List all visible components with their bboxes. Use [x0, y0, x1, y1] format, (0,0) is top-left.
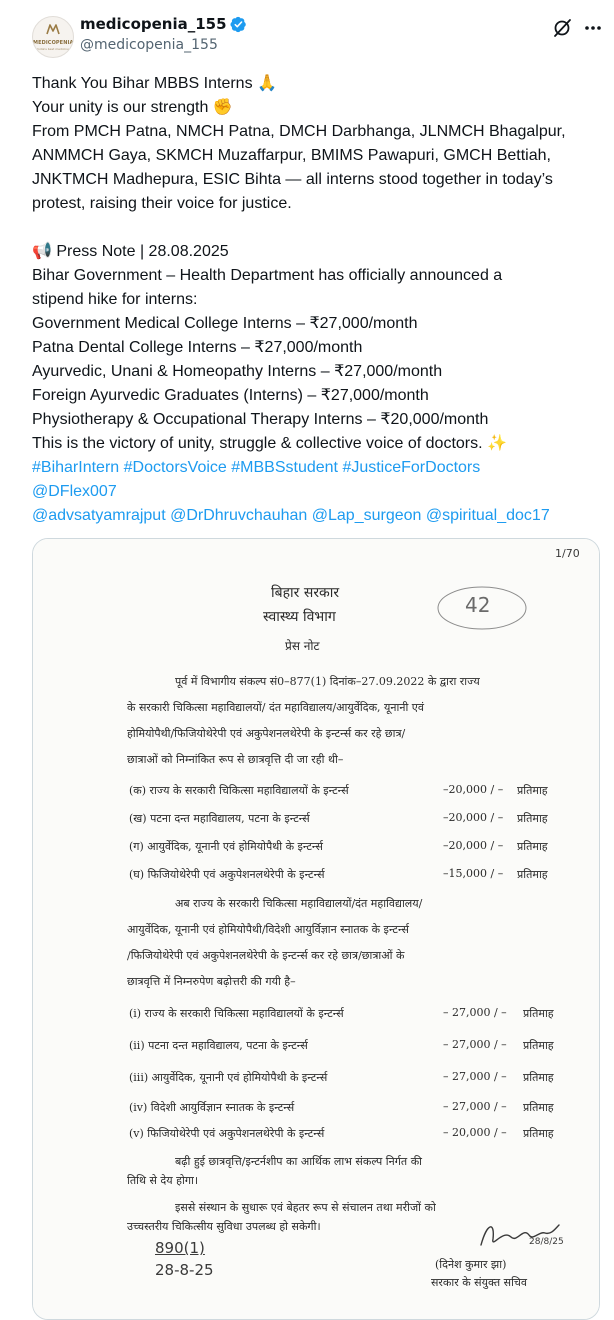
tweet-line: Patna Dental College Interns – ₹27,000/month — [32, 339, 363, 356]
old-rate-label: (क) राज्य के सरकारी चिकित्सा महाविद्यालयों के इन्टर्न्स — [129, 784, 349, 797]
doc-para2-line: आयुर्वेदिक, यूनानी एवं होमियोपैथी/विदेशी आयुर्विज्ञान स्नातक के इन्टर्न्स — [127, 923, 409, 936]
new-rate-unit: प्रतिमाह — [523, 1101, 554, 1114]
tweet-line: From PMCH Patna, NMCH Patna, DMCH Darbhanga, JLNMCH Bhagalpur, — [32, 123, 566, 140]
new-rate-unit: प्रतिमाह — [523, 1039, 554, 1052]
mention-link[interactable]: @DrDhruvchauhan — [170, 507, 308, 524]
new-rate-unit: प्रतिमाह — [523, 1071, 554, 1084]
doc-para3-line: तिथि से देय होगा। — [127, 1174, 199, 1187]
corner-mark: 1/70 — [555, 547, 580, 560]
signatory-name: (दिनेश कुमार झा) — [435, 1258, 507, 1271]
old-rate-amount: –20,000 / – — [443, 811, 504, 824]
old-rate-amount: –15,000 / – — [443, 867, 504, 880]
new-rate-amount: – 27,000 / – — [443, 1006, 507, 1019]
doc-para4-line: उच्चस्तरीय चिकित्सीय सुविधा उपलब्ध हो सकेगी। — [127, 1220, 321, 1233]
tweet-line: Bihar Government – Health Department has officially announced a — [32, 267, 503, 284]
old-rate-unit: प्रतिमाह — [517, 812, 548, 825]
avatar[interactable] — [32, 16, 74, 58]
doc-para2-line: अब राज्य के सरकारी चिकित्सा महाविद्यालयों/दंत महाविद्यालय/ — [175, 897, 423, 910]
new-rate-amount: – 27,000 / – — [443, 1100, 507, 1113]
handwritten-reference: 890(1) — [155, 1239, 205, 1257]
doc-heading-press-note: प्रेस नोट — [285, 639, 320, 653]
tweet-line: Your unity is our strength ✊ — [32, 99, 233, 116]
tweet-line: Foreign Ayurvedic Graduates (Interns) – ₹27,000/month — [32, 387, 429, 404]
doc-heading-dept: स्वास्थ्य विभाग — [263, 609, 336, 625]
new-rate-label: (ii) पटना दन्त महाविद्यालय, पटना के इन्टर्न्स — [129, 1039, 308, 1052]
mention-link[interactable]: @advsatyamrajput — [32, 507, 166, 524]
grok-icon[interactable] — [551, 17, 573, 39]
tweet-line: Thank You Bihar MBBS Interns 🙏 — [32, 75, 277, 92]
tweet-line: This is the victory of unity, struggle & collective voice of doctors. ✨ — [32, 435, 507, 452]
tweet-line: stipend hike for interns: — [32, 291, 198, 308]
signatory-title: सरकार के संयुक्त सचिव — [431, 1276, 528, 1289]
new-rate-amount: – 27,000 / – — [443, 1070, 507, 1083]
hashtag-link[interactable]: #MBBSstudent — [231, 459, 338, 476]
hashtag-link[interactable]: #BiharIntern — [32, 459, 120, 476]
display-name[interactable]: medicopenia_155 — [80, 15, 227, 33]
press-note-image[interactable] — [32, 538, 600, 1320]
mention-link[interactable]: @spiritual_doc17 — [425, 507, 550, 524]
medicopenia-logo-icon — [46, 23, 60, 35]
tweet-line: protest, raising their voice for justice. — [32, 195, 292, 212]
old-rate-amount: –20,000 / – — [443, 783, 504, 796]
new-rate-amount: – 27,000 / – — [443, 1038, 507, 1051]
old-rate-unit: प्रतिमाह — [517, 840, 548, 853]
more-options-icon[interactable] — [583, 18, 603, 38]
new-rate-label: (i) राज्य के सरकारी चिकित्सा महाविद्यालयों के इन्टर्न्स — [129, 1007, 344, 1020]
new-rate-unit: प्रतिमाह — [523, 1127, 554, 1140]
hashtags-line — [32, 456, 608, 480]
doc-para1-line: होमियोपैथी/फिजियोथेरेपी एवं अकुपेशनलथेरेपी के इन्टर्न्स कर रहे छात्र/ — [127, 727, 406, 740]
doc-para1-line: के सरकारी चिकित्सा महाविद्यालयों/ दंत महाविद्यालय/आयुर्वेदिक, यूनानी एवं — [127, 701, 424, 714]
doc-heading-govt: बिहार सरकार — [271, 585, 340, 601]
new-rate-label: (iv) विदेशी आयुर्विज्ञान स्नातक के इन्टर्न्स — [129, 1101, 295, 1114]
tweet-line: JNKTMCH Madhepura, ESIC Bihta — all interns stood together in today’s — [32, 171, 553, 188]
tweet-line: Ayurvedic, Unani & Homeopathy Interns – ₹27,000/month — [32, 363, 443, 380]
mentions-line — [32, 480, 608, 504]
signature-date: 28/8/25 — [529, 1237, 564, 1247]
mention-link[interactable]: @Lap_surgeon — [311, 507, 422, 524]
doc-para2-line: /फिजियोथेरेपी एवं अकुपेशनलथेरेपी के इन्टर्न्स कर रहे छात्र/छात्राओं के — [127, 949, 405, 962]
tweet-header — [0, 0, 614, 62]
new-rate-label: (iii) आयुर्वेदिक, यूनानी एवं होमियोपैथी के इन्टर्न्स — [129, 1071, 328, 1084]
doc-para4-line: इससे संस्थान के सुधारू एवं बेहतर रूप से संचालन तथा मरीजों को — [175, 1201, 436, 1214]
avatar-brand-text: MEDICOPENIA — [33, 40, 74, 46]
doc-para2-line: छात्रवृत्ति में निम्नरुपेण बढ़ोत्तरी की गयी है– — [127, 975, 296, 988]
old-rate-label: (ख) पटना दन्त महाविद्यालय, पटना के इन्टर्न्स — [129, 812, 310, 825]
verified-badge-icon[interactable] — [230, 16, 247, 33]
old-rate-unit: प्रतिमाह — [517, 784, 548, 797]
tweet-blank-line — [32, 216, 608, 240]
hashtag-link[interactable]: #JusticeForDoctors — [342, 459, 481, 476]
old-rate-amount: –20,000 / – — [443, 839, 504, 852]
doc-para3-line: बढ़ी हुई छात्रवृत्ति/इन्टर्नशीप का आर्थिक लाभ संकल्प निर्गत की — [175, 1155, 422, 1168]
press-note-line: 📢 Press Note | 28.08.2025 — [32, 243, 229, 260]
old-rate-label: (ग) आयुर्वेदिक, यूनानी एवं होमियोपैथी के इन्टर्न्स — [129, 840, 323, 853]
signature-icon — [473, 1215, 563, 1255]
old-rate-unit: प्रतिमाह — [517, 868, 548, 881]
avatar-brand-subtext: India's best medicine — [37, 47, 69, 51]
tweet-line: ANMMCH Gaya, SKMCH Muzaffarpur, BMIMS Pawapuri, GMCH Bettiah, — [32, 147, 551, 164]
old-rate-label: (घ) फिजियोथेरेपी एवं अकुपेशनलथेरेपी के इन्टर्न्स — [129, 868, 325, 881]
mentions-line — [32, 504, 608, 528]
doc-para1-line: पूर्व में विभागीय संकल्प सं0–877(1) दिनांक–27.09.2022 के द्वारा राज्य — [175, 675, 480, 688]
handwritten-date: 28-8-25 — [155, 1261, 214, 1279]
tweet-text — [32, 72, 608, 528]
name-row — [80, 15, 247, 33]
mention-link[interactable]: @DFlex007 — [32, 483, 117, 500]
new-rate-label: (v) फिजियोथेरेपी एवं अकुपेशनलथेरेपी के इन्टर्न्स — [129, 1127, 325, 1140]
new-rate-unit: प्रतिमाह — [523, 1007, 554, 1020]
handle[interactable]: @medicopenia_155 — [80, 37, 218, 53]
stamp-number: 42 — [465, 593, 491, 617]
tweet-line: Government Medical College Interns – ₹27,000/month — [32, 315, 418, 332]
tweet-line: Physiotherapy & Occupational Therapy Interns – ₹20,000/month — [32, 411, 489, 428]
doc-para1-line: छात्राओं को निम्नांकित रूप से छात्रवृत्ति दी जा रही थी– — [127, 753, 344, 766]
hashtag-link[interactable]: #DoctorsVoice — [123, 459, 227, 476]
new-rate-amount: – 20,000 / – — [443, 1126, 507, 1139]
